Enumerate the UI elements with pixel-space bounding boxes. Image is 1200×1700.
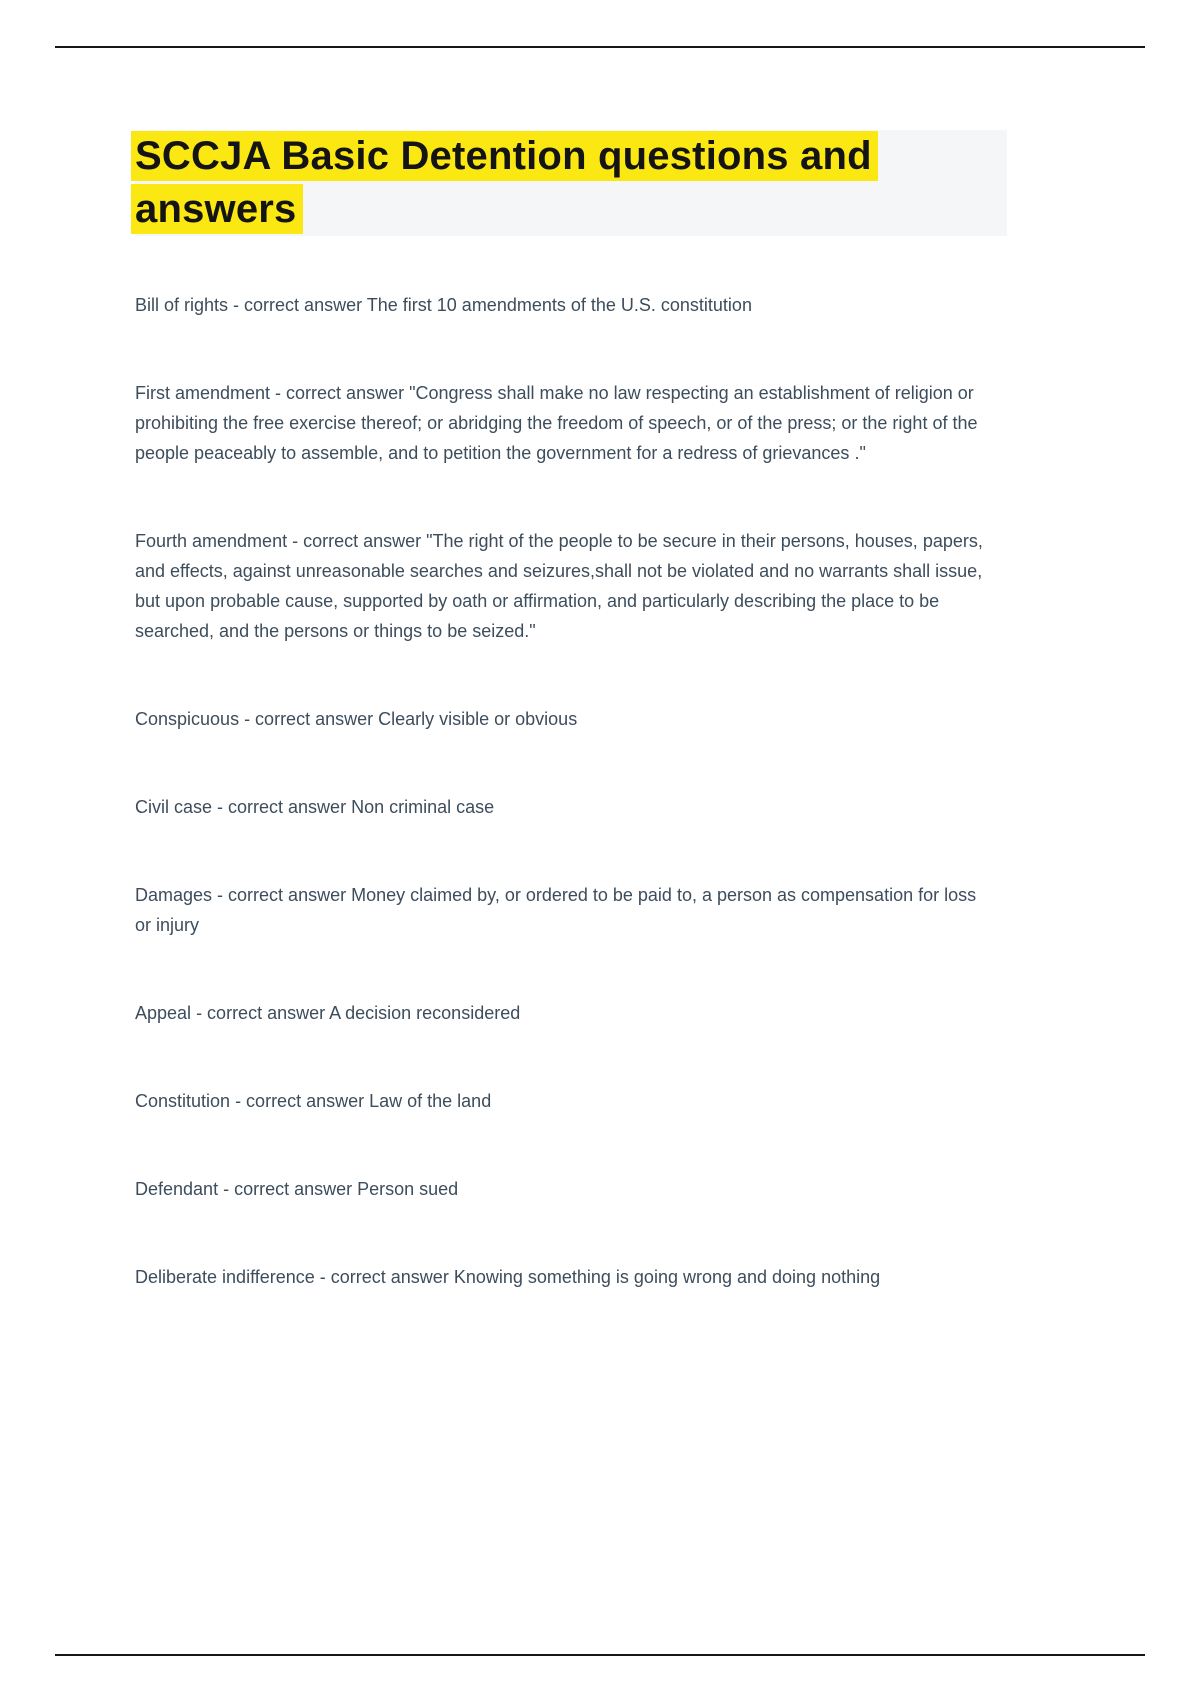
document-content bbox=[135, 0, 985, 1350]
qa-term: Bill of rights bbox=[135, 295, 229, 315]
qa-item bbox=[135, 880, 985, 940]
qa-answer: Person sued bbox=[357, 1179, 459, 1199]
qa-answer: Knowing something is going wrong and doing nothing bbox=[453, 1267, 881, 1287]
qa-term: First amendment bbox=[135, 383, 271, 403]
qa-separator: - correct answer bbox=[212, 797, 352, 817]
qa-separator: - correct answer bbox=[287, 531, 427, 551]
qa-answer: The first 10 amendments of the U.S. constitution bbox=[366, 295, 752, 315]
qa-item bbox=[135, 792, 985, 822]
page-title bbox=[135, 130, 1007, 236]
qa-term: Fourth amendment bbox=[135, 531, 288, 551]
qa-term: Constitution bbox=[135, 1091, 231, 1111]
qa-answer: Money claimed by, or ordered to be paid to, a person as compensation for loss or injury bbox=[135, 885, 977, 935]
qa-answer: A decision reconsidered bbox=[329, 1003, 521, 1023]
qa-separator: - correct answer bbox=[212, 885, 352, 905]
qa-term: Civil case bbox=[135, 797, 213, 817]
qa-item bbox=[135, 704, 985, 734]
qa-term: Damages bbox=[135, 885, 213, 905]
qa-separator: - correct answer bbox=[239, 709, 379, 729]
page-title-highlight: SCCJA Basic Detention questions and answers bbox=[131, 131, 878, 234]
qa-item bbox=[135, 290, 985, 320]
qa-item bbox=[135, 998, 985, 1028]
qa-answer: Clearly visible or obvious bbox=[378, 709, 578, 729]
qa-term: Conspicuous bbox=[135, 709, 240, 729]
qa-answer: Law of the land bbox=[369, 1091, 492, 1111]
qa-item bbox=[135, 526, 985, 646]
qa-answer: "The right of the people to be secure in their persons, houses, papers, and effects, against unreasonable searches and seizures,shall not be violated and no warrants shall issue, but upon probable cause, supported by oath or affirmation, and particularly describing the place to be searched, and the persons or things to be seized." bbox=[135, 531, 983, 641]
qa-separator: - correct answer bbox=[228, 295, 367, 315]
title-block bbox=[135, 130, 1007, 236]
qa-term: Appeal bbox=[135, 1003, 192, 1023]
qa-answer: Non criminal case bbox=[351, 797, 495, 817]
qa-separator: - correct answer bbox=[270, 383, 410, 403]
qa-separator: - correct answer bbox=[218, 1179, 358, 1199]
qa-separator: - correct answer bbox=[230, 1091, 370, 1111]
qa-separator: - correct answer bbox=[314, 1267, 454, 1287]
qa-answer: "Congress shall make no law respecting an establishment of religion or prohibiting the free exercise thereof; or abridging the freedom of speech, or of the press; or the right of the people peaceably to assemble, and to petition the government for a redress of grievances ." bbox=[135, 383, 978, 463]
qa-term: Defendant bbox=[135, 1179, 219, 1199]
qa-separator: - correct answer bbox=[191, 1003, 330, 1023]
qa-item bbox=[135, 1086, 985, 1116]
qa-term: Deliberate indifference bbox=[135, 1267, 315, 1287]
bottom-divider bbox=[55, 1654, 1145, 1656]
qa-item bbox=[135, 378, 985, 468]
qa-item bbox=[135, 1262, 985, 1292]
qa-item bbox=[135, 1174, 985, 1204]
